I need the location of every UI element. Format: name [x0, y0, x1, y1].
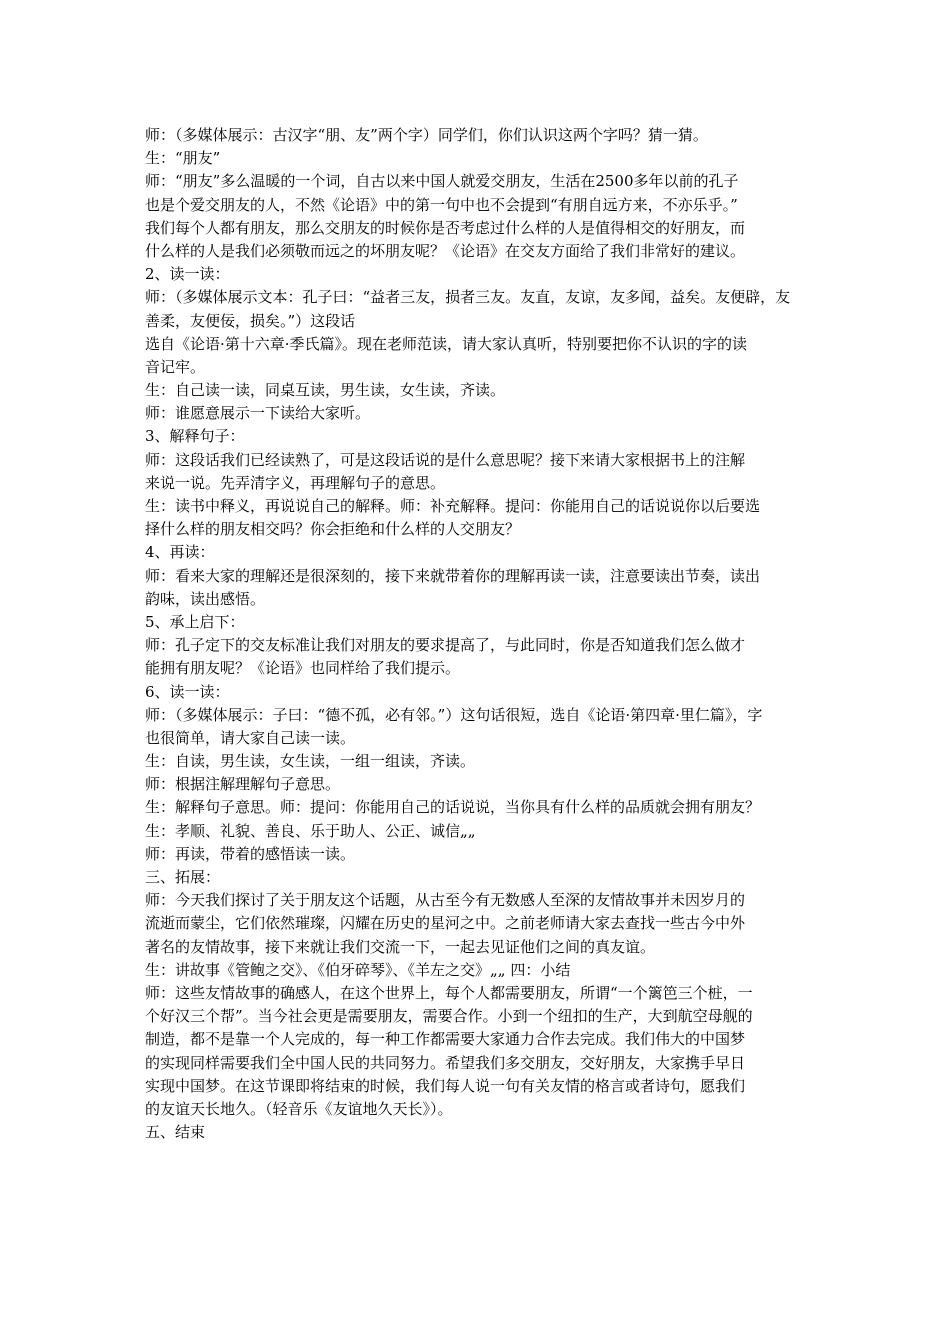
text-line: 也是个爱交朋友的人，不然《论语》中的第一句中也不会提到“有朋自远方来，不亦乐乎。”: [145, 195, 738, 214]
text-line: 师：（多媒体展示：古汉字“朋、友”两个字）同学们，你们认识这两个字吗？猜一猜。: [145, 126, 708, 144]
section-heading: 4、再读：: [145, 543, 215, 562]
text-line: 师：“朋友”多么温暖的一个词，自古以来中国人就爱交朋友，生活在2500多年以前的孔子: [145, 172, 739, 191]
text-line: 生：自己读一读，同桌互读，男生读，女生读，齐读。: [145, 381, 506, 400]
text-line: 著名的友情故事，接下来就让我们交流一下，一起去见证他们之间的真友谊。: [145, 937, 656, 956]
section-heading: 2、读一读：: [145, 265, 230, 284]
text-line: 师：（多媒体展示文本：孔子曰：“益者三友，损者三友。友直，友谅，友多闻，益矣。友便辟，友: [145, 288, 791, 307]
text-line: 师：再读，带着的感悟读一读。: [145, 844, 356, 863]
text-line: 也很简单，请大家自己读一读。: [145, 728, 356, 747]
text-line: 师：根据注解理解句子意思。: [145, 775, 341, 794]
text-line: 择什么样的朋友相交吗？你会拒绝和什么样的人交朋友？: [145, 520, 521, 539]
text-line: 生：解释句子意思。师：提问：你能用自己的话说说，当你具有什么样的品质就会拥有朋友？: [145, 798, 761, 817]
text-line: 什么样的人是我们必须敬而远之的坏朋友呢？《论语》在交友方面给了我们非常好的建议。: [145, 241, 746, 260]
text-line: 的友谊天长地久。（轻音乐《友谊地久天长》）。: [145, 1099, 453, 1118]
section-heading: 6、读一读：: [145, 682, 230, 701]
text-line: 生：读书中释义，再说说自己的解释。师：补充解释。提问：你能用自己的话说说你以后要选: [145, 497, 761, 515]
text-line: 选自《论语·第十六章·季氏篇》。现在老师范读，请大家认真听，特别要把你不认识的字的读: [145, 334, 748, 353]
text-line: 制造，都不是靠一个人完成的，每一种工作都需要大家通力合作去完成。我们伟大的中国梦: [145, 1030, 746, 1049]
text-line: 来说一说。先弄清字义，再理解句子的意思。: [145, 473, 446, 492]
text-line: 能拥有朋友呢？《论语》也同样给了我们提示。: [145, 659, 461, 678]
text-line: 师：今天我们探讨了关于朋友这个话题，从古至今有无数感人至深的友情故事并未因岁月的: [145, 891, 746, 910]
text-line: 韵味，读出感悟。: [145, 589, 266, 608]
text-line: 师：（多媒体展示：子曰：“德不孤，必有邻。”）这句话很短，选自《论语·第四章·里仁篇》，字: [145, 705, 763, 724]
text-line: 师：孔子定下的交友标准让我们对朋友的要求提高了，与此同时，你是否知道我们怎么做才: [145, 636, 746, 655]
text-line: 生：自读，男生读，女生读，一组一组读，齐读。: [145, 752, 476, 771]
text-line: 实现中国梦。在这节课即将结束的时候，我们每人说一句有关友情的格言或者诗句，愿我们: [145, 1076, 746, 1095]
document-body: [145, 124, 810, 1144]
section-heading: 五、结束: [145, 1123, 206, 1142]
text-line: 的实现同样需要我们全中国人民的共同努力。希望我们多交朋友，交好朋友，大家携手早日: [145, 1053, 746, 1072]
section-heading: 三、拓展：: [145, 868, 221, 886]
section-heading: 5、承上启下：: [145, 612, 245, 631]
text-line: 音记牢。: [145, 357, 206, 376]
text-line: 生：孝顺、礼貌、善良、乐于助人、公正、诚信„„: [145, 821, 476, 840]
text-line: 善柔，友便佞，损矣。”）这段话: [145, 311, 356, 330]
text-line: 个好汉三个帮”。当今社会更是需要朋友，需要合作。小到一个纽扣的生产，大到航空母舰的: [145, 1007, 753, 1026]
section-heading: 3、解释句子：: [145, 427, 245, 446]
text-line: 生：“朋友”: [145, 149, 221, 168]
text-line: 生：讲故事《管鲍之交》、《伯牙碎琴》、《羊左之交》„„ 四：小结: [145, 960, 571, 979]
text-line: 师：谁愿意展示一下读给大家听。: [145, 404, 371, 423]
text-line: 师：这段话我们已经读熟了，可是这段话说的是什么意思呢？接下来请大家根据书上的注解: [145, 450, 746, 469]
text-line: 我们每个人都有朋友，那么交朋友的时候你是否考虑过什么样的人是值得相交的好朋友，而: [145, 218, 746, 237]
text-line: 流逝而蒙尘，它们依然璀璨，闪耀在历史的星河之中。之前老师请大家去查找一些古今中外: [145, 914, 746, 933]
text-line: 师：这些友情故事的确感人，在这个世界上，每个人都需要朋友，所谓“一个篱笆三个桩，一: [145, 983, 753, 1002]
text-line: 师：看来大家的理解还是很深刻的，接下来就带着你的理解再读一读，注意要读出节奏，读出: [145, 566, 761, 585]
